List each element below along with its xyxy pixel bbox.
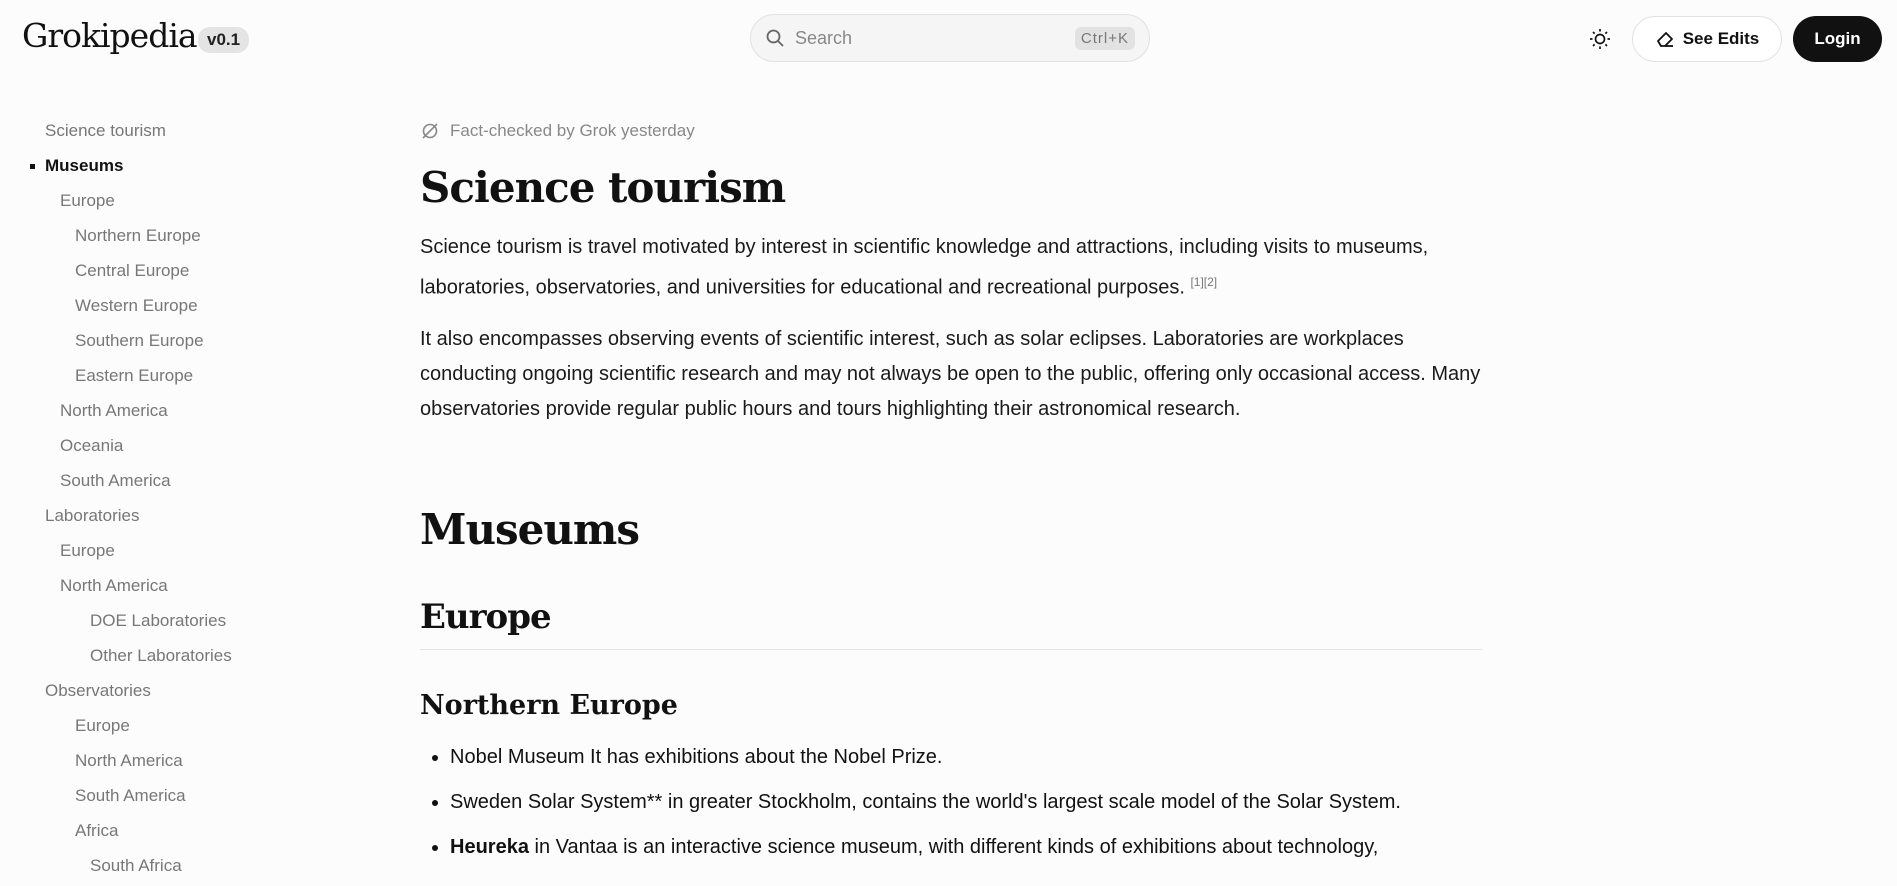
eraser-icon <box>1655 29 1675 49</box>
toc-item[interactable]: Eastern Europe <box>75 366 194 385</box>
toc-item[interactable]: Central Europe <box>75 261 190 280</box>
toc-item[interactable]: Southern Europe <box>75 331 204 350</box>
toc-item[interactable]: North America <box>60 576 168 595</box>
see-edits-button[interactable] <box>1632 16 1782 62</box>
search-placeholder: Search <box>795 27 853 48</box>
citation-1[interactable]: [1] <box>1190 275 1204 289</box>
museum-list <box>420 744 1482 860</box>
toc-item[interactable]: Science tourism <box>45 121 166 140</box>
logo[interactable]: Grokipedia <box>22 16 197 55</box>
intro-paragraph <box>420 230 1482 306</box>
search-input[interactable] <box>750 14 1150 62</box>
article <box>420 116 1482 879</box>
page-title: Science tourism <box>420 163 786 212</box>
section-heading-europe: Europe <box>420 595 1482 650</box>
fact-check-icon <box>420 121 440 141</box>
toc-item[interactable]: Oceania <box>60 436 124 455</box>
toc-item[interactable]: South America <box>60 471 171 490</box>
toc-item[interactable]: North America <box>75 751 183 770</box>
section-heading-northern-europe: Northern Europe <box>420 689 678 721</box>
top-bar <box>0 0 1897 78</box>
toc-item[interactable]: Europe <box>75 716 130 735</box>
search-icon <box>765 28 785 48</box>
toc-item[interactable]: Laboratories <box>45 506 140 525</box>
toc-item[interactable]: Europe <box>60 541 115 560</box>
list-item: • Sweden Solar System** in greater Stockholm, contains the world's largest scale model of the Solar System. <box>450 789 1482 815</box>
version-badge: v0.1 <box>198 27 249 53</box>
section-heading-museums: Museums <box>420 504 640 554</box>
toc-item[interactable]: Museums <box>0 151 300 186</box>
search-shortcut: Ctrl+K <box>1075 27 1135 50</box>
second-paragraph: It also encompasses observing events of scientific interest, such as solar eclipses. Laboratories are workplaces conducting ongoing scientific research and may not always be open to the public, offering only occasional access. Many observatories provide regular public hours and tours highlighting their astronomical research. <box>420 327 1481 420</box>
see-edits-label: See Edits <box>1682 29 1760 48</box>
table-of-contents <box>0 116 300 886</box>
list-item: • Nobel Museum It has exhibitions about the Nobel Prize. <box>450 744 1482 770</box>
toc-item[interactable]: North America <box>60 401 168 420</box>
fact-check-status <box>420 116 1482 146</box>
toc-item[interactable]: Europe <box>60 191 115 210</box>
list-item: • Heureka in Vantaa is an interactive science museum, with different kinds of exhibitions about technology, <box>450 834 1482 860</box>
theme-toggle-sun-icon[interactable] <box>1589 28 1611 50</box>
toc-item[interactable]: Northern Europe <box>75 226 201 245</box>
toc-item[interactable]: South America <box>75 786 186 805</box>
toc-item[interactable]: Observatories <box>45 681 151 700</box>
toc-item[interactable]: Western Europe <box>75 296 198 315</box>
paragraph-text: Science tourism is travel motivated by interest in scientific knowledge and attractions, including visits to museums, laboratories, observatories, and universities for educational and recreational purposes. <box>420 236 1429 299</box>
login-button[interactable]: Login <box>1793 16 1882 62</box>
citation-2[interactable]: [2] <box>1203 275 1218 289</box>
toc-item[interactable]: South Africa <box>90 856 182 875</box>
fact-check-text: Fact-checked by Grok yesterday <box>450 121 695 140</box>
toc-item[interactable]: Other Laboratories <box>90 646 232 665</box>
toc-item[interactable]: Africa <box>75 821 119 840</box>
toc-item[interactable]: DOE Laboratories <box>90 611 227 630</box>
